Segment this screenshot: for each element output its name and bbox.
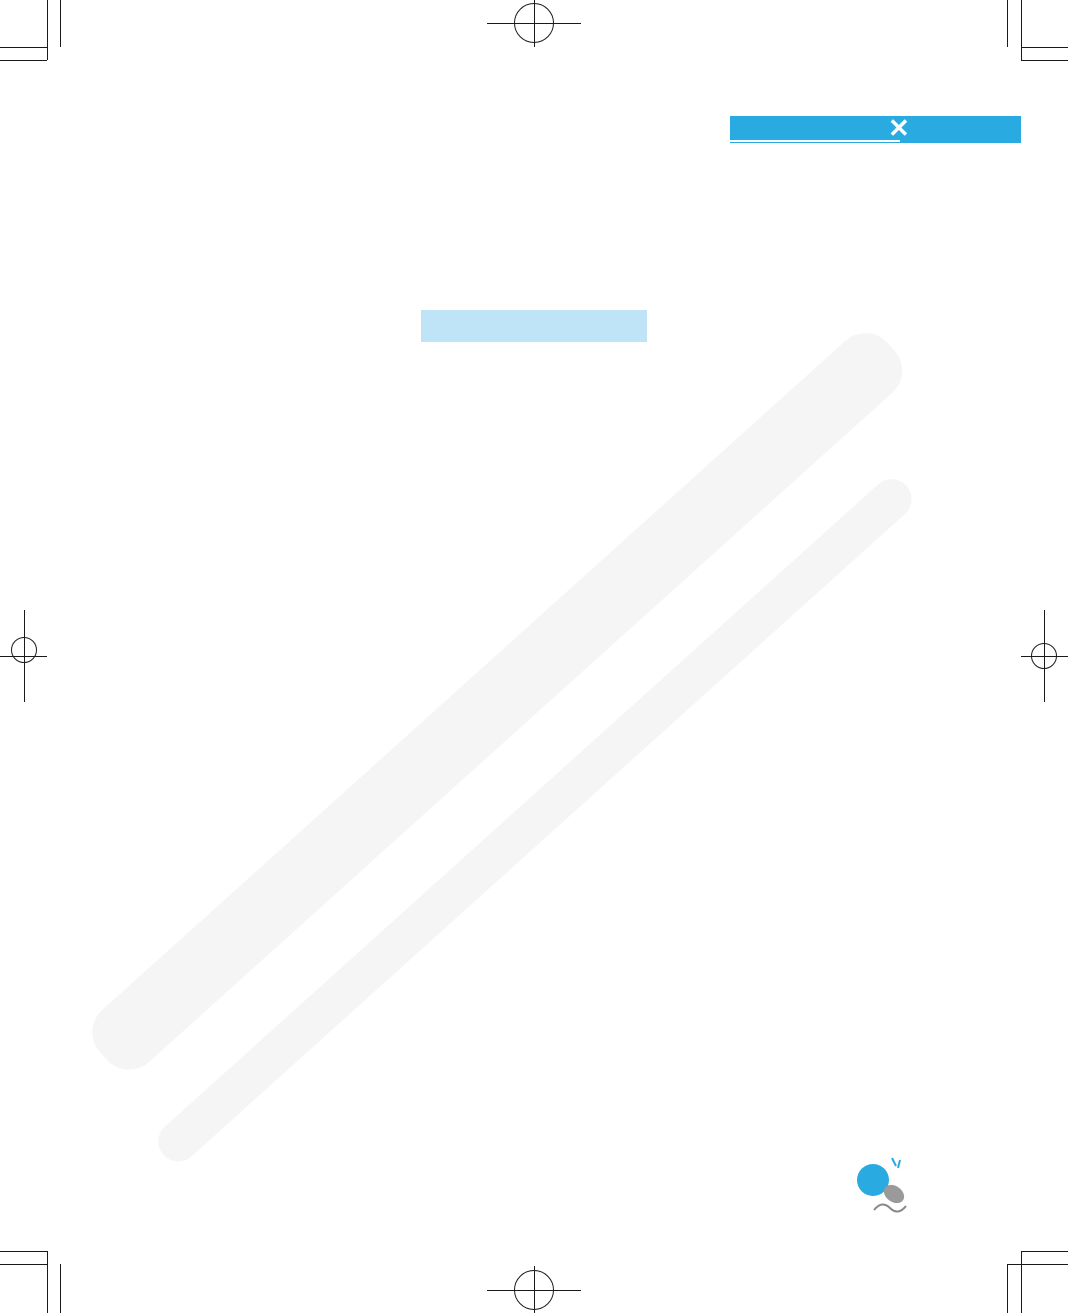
running-header	[735, 118, 747, 134]
header-stripe	[730, 140, 900, 142]
header-chevron-icon: ✕	[888, 113, 910, 143]
crop-mark	[47, 1251, 48, 1313]
section-title	[421, 310, 647, 342]
header-band	[730, 113, 1021, 143]
registration-mark	[24, 610, 25, 702]
crop-mark	[1021, 47, 1068, 48]
crop-mark	[1007, 0, 1008, 47]
crop-mark	[1021, 1251, 1022, 1313]
watermark-band	[150, 471, 920, 1170]
mouse-icon	[872, 1156, 912, 1214]
crop-mark	[47, 0, 48, 60]
crop-mark	[1021, 1251, 1068, 1252]
crop-mark	[60, 1264, 61, 1313]
crop-mark	[1021, 60, 1068, 61]
registration-mark	[1044, 610, 1045, 702]
crop-mark	[0, 47, 47, 48]
header-stripe	[730, 114, 895, 116]
watermark-band	[80, 321, 915, 1082]
crop-mark	[60, 0, 61, 47]
crop-mark	[1007, 1264, 1008, 1313]
crop-mark	[0, 60, 47, 61]
crop-mark	[1007, 1264, 1068, 1265]
crop-mark	[0, 1251, 47, 1252]
registration-mark	[534, 0, 535, 47]
registration-mark	[534, 1266, 535, 1313]
crop-mark	[1021, 0, 1022, 60]
crop-mark	[0, 1264, 47, 1265]
